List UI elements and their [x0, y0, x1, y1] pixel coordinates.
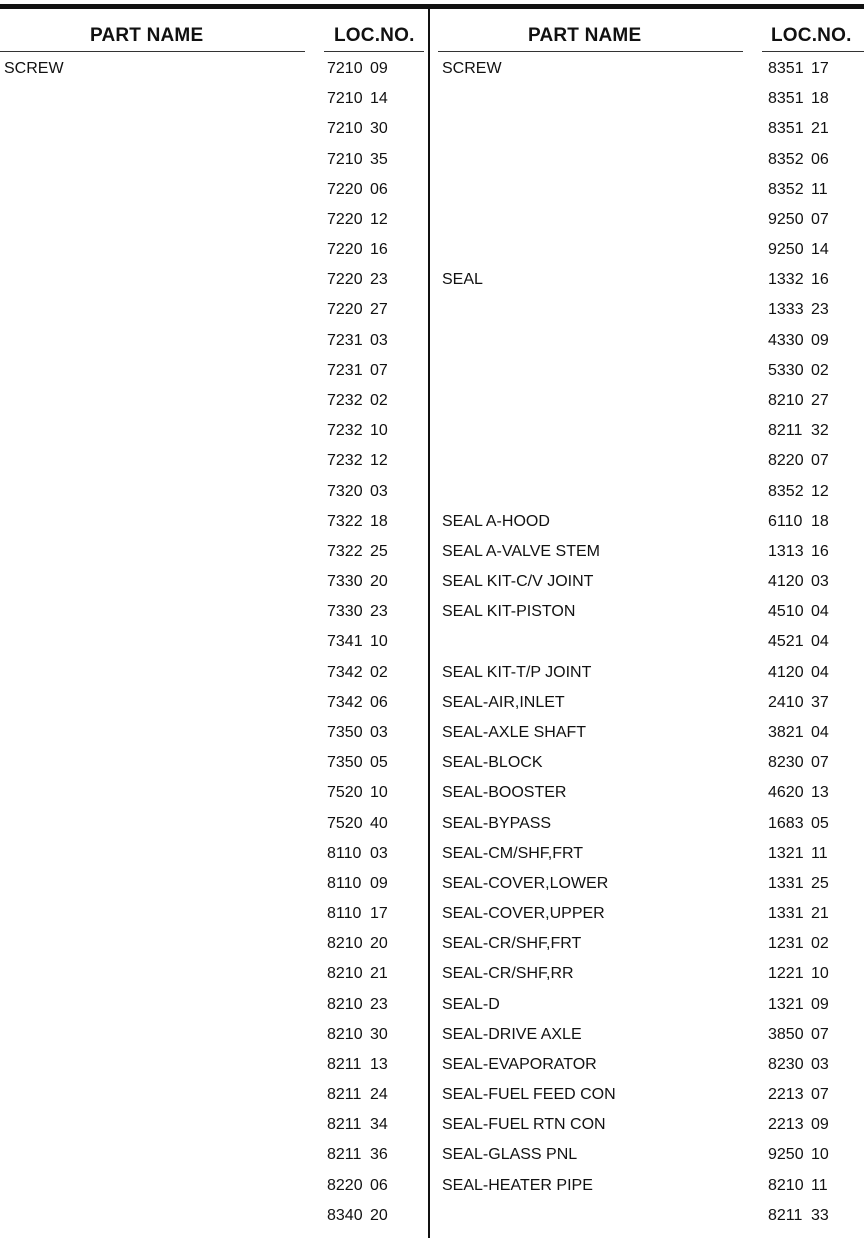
part-name: SEAL-CM/SHF,FRT [442, 844, 584, 862]
loc-item: 32 [811, 422, 829, 440]
loc-item: 04 [811, 633, 829, 651]
right-table-row [0, 211, 864, 241]
loc-no [768, 1177, 828, 1195]
loc-item: 20 [370, 1206, 388, 1224]
loc-group: 8211 [768, 1206, 803, 1224]
loc-item: 11 [811, 180, 828, 198]
loc-item: 07 [811, 452, 829, 470]
loc-item: 09 [811, 1116, 829, 1134]
loc-no [768, 905, 829, 923]
loc-group: 3850 [768, 1025, 804, 1043]
loc-item: 33 [811, 1206, 829, 1224]
loc-item: 27 [370, 301, 388, 319]
loc-item: 24 [370, 1086, 388, 1104]
loc-group: 8220 [768, 452, 804, 470]
loc-group: 8210 [327, 965, 363, 983]
loc-group: 7232 [327, 391, 363, 409]
loc-no [768, 1026, 829, 1044]
right-table-row [0, 301, 864, 331]
loc-item: 21 [811, 905, 829, 923]
loc-no [768, 815, 829, 833]
loc-group: 1321 [768, 995, 804, 1013]
loc-group: 4620 [768, 784, 804, 802]
loc-item: 35 [370, 150, 388, 168]
loc-item: 06 [370, 693, 388, 711]
loc-group: 7330 [327, 573, 363, 591]
loc-group: 7330 [327, 603, 363, 621]
part-name: SEAL-BYPASS [442, 814, 552, 832]
loc-no [768, 362, 829, 380]
right-table-row [0, 664, 864, 694]
part-name: SEAL-DRIVE AXLE [442, 1025, 582, 1043]
loc-group: 7210 [327, 150, 363, 168]
loc-item: 13 [811, 784, 829, 802]
right-table-row [0, 1086, 864, 1116]
loc-group: 1333 [768, 301, 804, 319]
loc-item: 11 [811, 1176, 828, 1194]
loc-group: 2213 [768, 1116, 804, 1134]
loc-item: 11 [811, 844, 828, 862]
loc-no [768, 1056, 829, 1074]
loc-group: 1331 [768, 905, 804, 923]
part-name: SEAL-D [442, 995, 500, 1013]
loc-item: 09 [370, 874, 388, 892]
loc-group: 9250 [768, 241, 804, 259]
loc-no [768, 241, 829, 259]
right-table-row [0, 483, 864, 513]
loc-no [768, 694, 829, 712]
right-table-row [0, 905, 864, 935]
loc-item: 23 [811, 301, 829, 319]
right-part-name-header: PART NAME [528, 25, 642, 46]
loc-group: 7342 [327, 663, 363, 681]
loc-no [768, 1086, 829, 1104]
loc-no [768, 633, 829, 651]
loc-no [768, 120, 829, 138]
right-table-row [0, 1207, 864, 1237]
loc-item: 03 [370, 723, 388, 741]
loc-item: 03 [370, 331, 388, 349]
loc-item: 17 [370, 905, 388, 923]
part-name: SEAL [442, 271, 483, 289]
loc-item: 09 [811, 995, 829, 1013]
loc-item: 40 [370, 814, 388, 832]
loc-item: 16 [811, 542, 829, 560]
loc-group: 7232 [327, 422, 363, 440]
part-name: SCREW [442, 60, 502, 77]
loc-no [768, 573, 829, 591]
loc-group: 7350 [327, 754, 363, 772]
loc-no [768, 935, 829, 953]
loc-group: 7322 [327, 512, 363, 530]
loc-group: 7210 [327, 90, 363, 108]
loc-group: 8210 [327, 935, 363, 953]
loc-no [768, 151, 829, 169]
loc-group: 8110 [327, 905, 362, 923]
loc-group: 1313 [768, 542, 804, 560]
right-table-row [0, 392, 864, 422]
loc-group: 8340 [327, 1206, 363, 1224]
loc-item: 02 [811, 361, 829, 379]
loc-item: 06 [370, 180, 388, 198]
loc-group: 1321 [768, 844, 804, 862]
loc-item: 34 [370, 1116, 388, 1134]
loc-group: 7220 [327, 210, 363, 228]
loc-group: 7210 [327, 120, 363, 138]
right-table-row [0, 513, 864, 543]
loc-group: 5330 [768, 361, 804, 379]
part-name: SEAL KIT-T/P JOINT [442, 663, 592, 681]
loc-no [768, 543, 829, 561]
loc-group: 8110 [327, 874, 362, 892]
loc-group: 4521 [768, 633, 804, 651]
loc-item: 25 [370, 542, 388, 560]
loc-no [768, 332, 829, 350]
loc-no [768, 664, 829, 682]
right-table-row [0, 271, 864, 301]
part-name: SCREW [4, 60, 64, 77]
loc-no [768, 301, 829, 319]
part-name: SEAL-AXLE SHAFT [442, 723, 587, 741]
loc-group: 8211 [327, 1116, 362, 1134]
loc-item: 23 [370, 271, 388, 289]
part-name: SEAL-COVER,LOWER [442, 874, 609, 892]
loc-item: 21 [370, 965, 388, 983]
right-table-row [0, 965, 864, 995]
right-table-row [0, 845, 864, 875]
loc-item: 20 [370, 935, 388, 953]
right-table-row [0, 1026, 864, 1056]
loc-item: 02 [811, 935, 829, 953]
loc-item: 07 [811, 1025, 829, 1043]
left-name-header-rule [0, 51, 305, 52]
loc-no [768, 754, 829, 772]
loc-no [768, 784, 829, 802]
right-table-row [0, 1056, 864, 1086]
right-table-row [0, 633, 864, 663]
loc-item: 18 [811, 90, 829, 108]
loc-item: 07 [811, 210, 829, 228]
loc-group: 9250 [768, 210, 804, 228]
part-name: SEAL-CR/SHF,RR [442, 965, 574, 983]
part-name: SEAL-GLASS PNL [442, 1146, 578, 1164]
loc-group: 7520 [327, 814, 363, 832]
loc-group: 1331 [768, 874, 804, 892]
loc-group: 4120 [768, 663, 804, 681]
loc-no [768, 271, 829, 289]
loc-no [768, 1207, 829, 1225]
loc-item: 12 [370, 452, 388, 470]
loc-no [768, 422, 829, 440]
loc-no [768, 965, 829, 983]
loc-group: 7341 [327, 633, 363, 651]
right-table-row [0, 241, 864, 271]
loc-no [768, 211, 829, 229]
loc-item: 36 [370, 1146, 388, 1164]
top-rule [0, 4, 864, 9]
right-table-row [0, 875, 864, 905]
right-table-row [0, 724, 864, 754]
loc-group: 6110 [768, 512, 803, 530]
loc-group: 7220 [327, 241, 363, 259]
loc-group: 7320 [327, 482, 363, 500]
loc-item: 04 [811, 723, 829, 741]
part-name: SEAL-BLOCK [442, 754, 543, 772]
loc-no [768, 60, 829, 78]
loc-group: 8351 [768, 90, 804, 108]
right-loc-no-header: LOC.NO. [771, 25, 852, 46]
loc-item: 02 [370, 663, 388, 681]
right-table-row [0, 935, 864, 965]
right-table-row [0, 543, 864, 573]
loc-item: 10 [370, 633, 388, 651]
loc-item: 14 [811, 241, 829, 259]
loc-group: 7220 [327, 301, 363, 319]
loc-group: 7220 [327, 271, 363, 289]
loc-group: 8110 [327, 844, 362, 862]
loc-item: 10 [370, 784, 388, 802]
right-table-row [0, 996, 864, 1026]
loc-no [768, 452, 829, 470]
loc-item: 09 [811, 331, 829, 349]
loc-item: 25 [811, 874, 829, 892]
right-name-header-rule [438, 51, 743, 52]
loc-item: 05 [811, 814, 829, 832]
left-part-name-header: PART NAME [90, 25, 204, 46]
right-table-row [0, 151, 864, 181]
loc-group: 8351 [768, 60, 804, 77]
right-loc-header-rule [762, 51, 864, 52]
loc-no [768, 724, 829, 742]
right-table-row [0, 694, 864, 724]
loc-group: 8352 [768, 150, 804, 168]
loc-item: 05 [370, 754, 388, 772]
right-table-row [0, 422, 864, 452]
right-table-row [0, 784, 864, 814]
loc-item: 04 [811, 663, 829, 681]
loc-item: 03 [370, 482, 388, 500]
right-table-row [0, 362, 864, 392]
loc-item: 07 [811, 754, 829, 772]
loc-group: 7342 [327, 693, 363, 711]
loc-no [768, 392, 829, 410]
loc-item: 16 [811, 271, 829, 289]
loc-group: 4120 [768, 573, 804, 591]
part-name: SEAL-BOOSTER [442, 784, 567, 802]
loc-item: 20 [370, 573, 388, 591]
part-name: SEAL-FUEL FEED CON [442, 1086, 616, 1104]
loc-no [768, 1146, 829, 1164]
loc-group: 8211 [327, 1055, 362, 1073]
loc-item: 30 [370, 120, 388, 138]
loc-item: 09 [370, 60, 388, 77]
loc-group: 3821 [768, 723, 804, 741]
loc-group: 8211 [768, 422, 803, 440]
loc-no [768, 181, 828, 199]
loc-no [768, 603, 829, 621]
loc-group: 9250 [768, 1146, 804, 1164]
loc-item: 13 [370, 1055, 388, 1073]
right-table-row [0, 90, 864, 120]
loc-item: 12 [370, 210, 388, 228]
loc-item: 04 [811, 603, 829, 621]
loc-group: 8211 [327, 1086, 362, 1104]
loc-group: 8210 [768, 391, 804, 409]
loc-item: 10 [811, 1146, 829, 1164]
loc-no [768, 90, 829, 108]
part-name: SEAL KIT-PISTON [442, 603, 576, 621]
loc-group: 7210 [327, 60, 363, 77]
loc-item: 10 [811, 965, 829, 983]
loc-group: 1231 [768, 935, 804, 953]
loc-item: 23 [370, 995, 388, 1013]
loc-group: 8352 [768, 482, 804, 500]
loc-group: 2410 [768, 693, 804, 711]
loc-item: 14 [370, 90, 388, 108]
loc-group: 1221 [768, 965, 804, 983]
loc-item: 03 [811, 1055, 829, 1073]
loc-group: 4330 [768, 331, 804, 349]
part-name: SEAL-AIR,INLET [442, 693, 565, 711]
loc-group: 1683 [768, 814, 804, 832]
right-table-row [0, 181, 864, 211]
loc-no [768, 845, 828, 863]
loc-item: 23 [370, 603, 388, 621]
loc-group: 7231 [327, 331, 363, 349]
left-loc-no-header: LOC.NO. [334, 25, 415, 46]
loc-item: 02 [370, 391, 388, 409]
right-table-row [0, 60, 864, 90]
part-name: SEAL-CR/SHF,FRT [442, 935, 582, 953]
right-table-row [0, 120, 864, 150]
loc-item: 10 [370, 422, 388, 440]
loc-item: 18 [370, 512, 388, 530]
part-name: SEAL-COVER,UPPER [442, 905, 605, 923]
loc-item: 30 [370, 1025, 388, 1043]
loc-item: 12 [811, 482, 829, 500]
loc-group: 2213 [768, 1086, 804, 1104]
right-table-row [0, 754, 864, 784]
loc-item: 18 [811, 512, 829, 530]
loc-group: 7350 [327, 723, 363, 741]
loc-item: 07 [370, 361, 388, 379]
loc-group: 7520 [327, 784, 363, 802]
loc-item: 16 [370, 241, 388, 259]
loc-group: 8220 [327, 1176, 363, 1194]
loc-group: 8230 [768, 1055, 804, 1073]
loc-group: 8210 [768, 1176, 804, 1194]
loc-group: 7231 [327, 361, 363, 379]
loc-group: 8351 [768, 120, 804, 138]
part-name: SEAL A-HOOD [442, 512, 550, 530]
loc-item: 06 [811, 150, 829, 168]
loc-group: 1332 [768, 271, 804, 289]
loc-group: 8230 [768, 754, 804, 772]
loc-group: 7322 [327, 542, 363, 560]
loc-item: 07 [811, 1086, 829, 1104]
loc-group: 8352 [768, 180, 804, 198]
part-name: SEAL-EVAPORATOR [442, 1055, 597, 1073]
right-table-row [0, 1116, 864, 1146]
loc-no [768, 996, 829, 1014]
loc-item: 37 [811, 693, 829, 711]
right-table-row [0, 332, 864, 362]
loc-group: 8210 [327, 1025, 363, 1043]
part-name: SEAL-FUEL RTN CON [442, 1116, 606, 1134]
loc-item: 06 [370, 1176, 388, 1194]
loc-group: 8211 [327, 1146, 362, 1164]
right-table-row [0, 573, 864, 603]
right-table-row [0, 815, 864, 845]
right-table-row [0, 452, 864, 482]
right-table-row [0, 603, 864, 633]
loc-group: 7232 [327, 452, 363, 470]
loc-item: 03 [811, 573, 829, 591]
loc-no [768, 513, 829, 531]
loc-no [768, 483, 829, 501]
loc-no [768, 875, 829, 893]
loc-item: 17 [811, 60, 829, 77]
right-table-row [0, 1146, 864, 1176]
loc-group: 4510 [768, 603, 804, 621]
loc-item: 21 [811, 120, 829, 138]
loc-group: 7220 [327, 180, 363, 198]
part-name: SEAL A-VALVE STEM [442, 542, 600, 560]
right-table-row [0, 1177, 864, 1207]
loc-group: 8210 [327, 995, 363, 1013]
loc-item: 27 [811, 391, 829, 409]
part-name: SEAL-HEATER PIPE [442, 1176, 593, 1194]
loc-item: 03 [370, 844, 388, 862]
part-name: SEAL KIT-C/V JOINT [442, 573, 594, 591]
loc-no [768, 1116, 829, 1134]
left-loc-header-rule [324, 51, 424, 52]
